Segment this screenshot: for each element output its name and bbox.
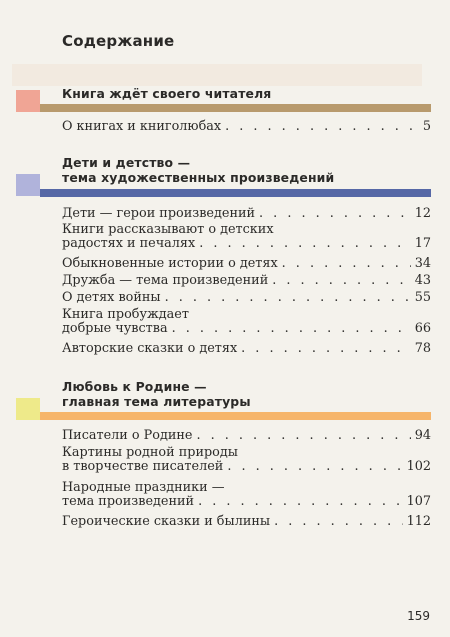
toc-entry[interactable] — [62, 207, 431, 221]
entry-page-number: 17 — [414, 235, 431, 251]
page-title: Содержание — [62, 32, 175, 50]
bleed-through — [12, 64, 422, 86]
toc-entry[interactable] — [62, 429, 431, 443]
dot-leader — [274, 515, 402, 529]
section-title-line: главная тема литературы — [62, 394, 251, 409]
toc-entry[interactable] — [62, 274, 431, 288]
page-number: 159 — [407, 609, 430, 623]
entry-title: добрые чувства — [62, 320, 168, 336]
dot-leader — [225, 120, 419, 134]
entry-title: Героические сказки и былины — [62, 514, 271, 529]
entry-title: О книгах и книголюбах — [62, 119, 222, 134]
toc-entry[interactable] — [62, 342, 431, 356]
dot-leader — [172, 322, 411, 336]
entry-page-number: 12 — [414, 206, 431, 221]
entry-page-number: 102 — [406, 458, 431, 474]
entry-page-number: 5 — [422, 119, 431, 134]
section-marker-square — [16, 174, 40, 196]
entry-page-number: 55 — [414, 290, 431, 305]
toc-entry[interactable] — [62, 257, 431, 271]
dot-leader — [241, 342, 411, 356]
toc-entry[interactable] — [62, 308, 431, 335]
entry-page-number: 43 — [414, 273, 431, 288]
entry-title: О детях войны — [62, 290, 161, 305]
entry-title-line: Народные праздники — — [62, 480, 225, 495]
entry-page-number: 66 — [414, 320, 431, 336]
section-title-line: тема художественных произведений — [62, 170, 335, 185]
toc-entry[interactable] — [62, 446, 431, 473]
entry-page-number: 107 — [406, 493, 431, 509]
section-title — [62, 155, 334, 185]
section-marker-square — [16, 398, 40, 420]
entry-title: Дружба — тема произведений — [62, 273, 269, 288]
section-title-line: Дети и детство — — [62, 155, 191, 170]
dot-leader — [259, 207, 411, 221]
section-title — [62, 86, 271, 101]
entry-title: в творчестве писателей — [62, 458, 224, 474]
entry-page-number: 94 — [414, 428, 431, 443]
entry-page-number: 34 — [414, 256, 431, 271]
dot-leader — [282, 257, 411, 271]
dot-leader — [227, 460, 402, 474]
section-title-line: Книга ждёт своего читателя — [62, 86, 272, 101]
section-title-line: Любовь к Родине — — [62, 379, 207, 394]
entry-title: радостях и печалях — [62, 235, 196, 251]
dot-leader — [165, 291, 411, 305]
section-divider-bar — [40, 412, 431, 420]
entry-title: Дети — герои произведений — [62, 206, 256, 221]
entry-page-number: 78 — [414, 341, 431, 356]
entry-title-line: Книги рассказывают о детских — [62, 222, 274, 237]
dot-leader — [199, 237, 410, 251]
entry-title: Авторские сказки о детях — [62, 341, 238, 356]
toc-entry[interactable] — [62, 291, 431, 305]
toc-entry[interactable] — [62, 515, 431, 529]
entry-title: Обыкновенные истории о детях — [62, 256, 278, 271]
section-divider-bar — [40, 104, 431, 112]
dot-leader — [272, 274, 410, 288]
entry-title-line: Картины родной природы — [62, 445, 238, 460]
entry-title: тема произведений — [62, 493, 195, 509]
section-marker-square — [16, 90, 40, 112]
entry-page-number: 112 — [406, 514, 431, 529]
entry-title: Писатели о Родине — [62, 428, 193, 443]
section-title — [62, 379, 251, 409]
dot-leader — [196, 429, 410, 443]
entry-title-line: Книга пробуждает — [62, 307, 189, 322]
toc-entry[interactable] — [62, 481, 431, 508]
section-divider-bar — [40, 189, 431, 197]
toc-entry[interactable] — [62, 223, 431, 250]
dot-leader — [198, 495, 403, 509]
toc-entry[interactable] — [62, 120, 431, 134]
